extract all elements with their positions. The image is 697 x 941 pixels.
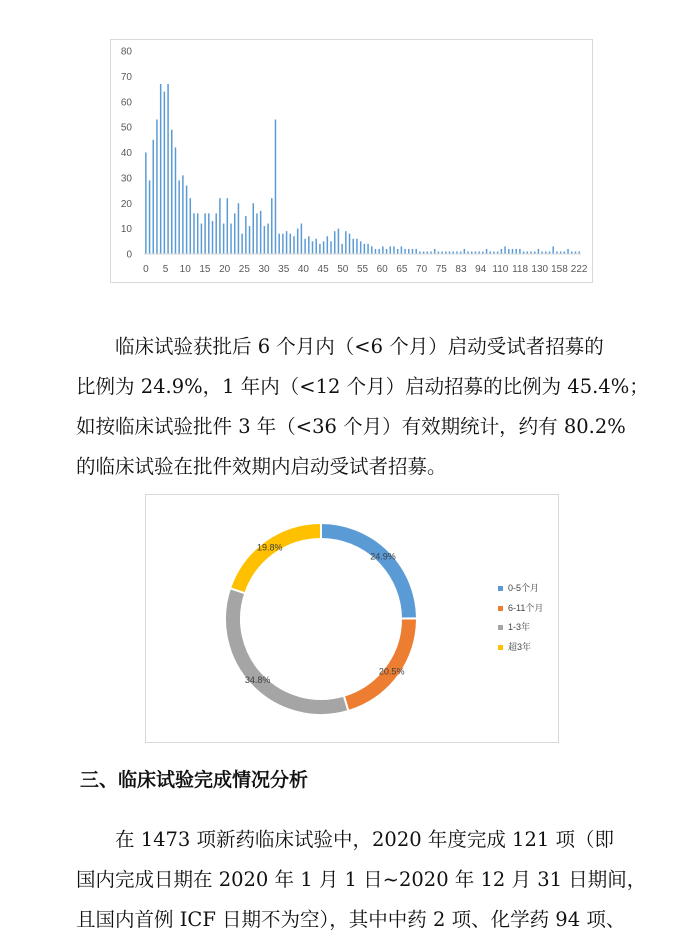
bar bbox=[349, 234, 351, 254]
bar bbox=[275, 120, 277, 254]
bar bbox=[223, 224, 225, 254]
bar bbox=[308, 236, 310, 254]
bar bbox=[253, 203, 255, 254]
bar bbox=[464, 249, 466, 254]
bar bbox=[401, 246, 403, 254]
bar bbox=[360, 241, 362, 254]
text-line: 国内完成日期在 2020 年 1 月 1 日~2020 年 12 月 31 日期间， bbox=[76, 868, 647, 891]
bar bbox=[393, 246, 395, 254]
bar bbox=[519, 249, 521, 254]
bar bbox=[341, 244, 343, 254]
bar bbox=[290, 234, 292, 254]
bar bbox=[404, 249, 406, 254]
bar bbox=[434, 249, 436, 254]
x-tick-label: 10 bbox=[179, 264, 191, 275]
bar bbox=[538, 249, 540, 254]
y-tick-label: 80 bbox=[120, 46, 132, 58]
paragraph-recruitment bbox=[76, 327, 649, 487]
bar bbox=[208, 213, 210, 254]
bar bbox=[212, 221, 214, 254]
bar bbox=[345, 231, 347, 254]
x-tick-label: 5 bbox=[162, 264, 169, 275]
bar bbox=[178, 180, 180, 254]
bar bbox=[378, 249, 380, 254]
bar bbox=[319, 244, 321, 254]
bar bbox=[297, 229, 299, 254]
y-tick-label: 10 bbox=[120, 224, 132, 236]
bar-chart bbox=[111, 40, 592, 282]
doughnut-slice bbox=[321, 523, 417, 618]
bar bbox=[156, 120, 158, 254]
legend-label: 6-11个月 bbox=[508, 603, 544, 613]
x-tick-label: 118 bbox=[512, 264, 529, 275]
bar bbox=[327, 236, 329, 254]
bar bbox=[167, 84, 169, 254]
legend-swatch bbox=[498, 606, 503, 611]
x-tick-label: 20 bbox=[219, 264, 231, 275]
x-tick-label: 50 bbox=[337, 264, 349, 275]
bar bbox=[338, 229, 340, 254]
legend-item-1-3-years bbox=[498, 620, 530, 633]
bar bbox=[390, 246, 392, 254]
x-tick-label: 83 bbox=[455, 264, 467, 275]
bar bbox=[249, 226, 251, 254]
bar bbox=[149, 180, 151, 254]
x-tick-label: 0 bbox=[143, 264, 149, 275]
x-tick-label: 158 bbox=[551, 264, 568, 275]
bar bbox=[334, 231, 336, 254]
legend-item-over-3-years bbox=[498, 640, 531, 653]
legend-label: 超3年 bbox=[508, 642, 532, 652]
text-line: 比例为 24.9%，1 年内（<12 个月）启动招募的比例为 45.4%； bbox=[76, 375, 649, 398]
bar bbox=[227, 198, 229, 254]
bar bbox=[312, 241, 314, 254]
y-tick-label: 50 bbox=[120, 122, 132, 134]
x-tick-label: 222 bbox=[570, 264, 588, 275]
x-tick-label: 60 bbox=[376, 264, 388, 275]
x-tick-label: 94 bbox=[475, 264, 487, 275]
bar bbox=[160, 84, 162, 254]
bar bbox=[197, 213, 199, 254]
bar bbox=[267, 224, 269, 254]
legend-label: 1-3年 bbox=[508, 622, 531, 632]
bar bbox=[330, 241, 332, 254]
text-line: 如按临床试验批件 3 年（<36 个月）有效期统计，约有 80.2% bbox=[76, 415, 626, 438]
bar bbox=[415, 249, 417, 254]
bar bbox=[382, 246, 384, 254]
x-tick-label: 25 bbox=[238, 264, 250, 275]
paragraph-completion bbox=[76, 820, 647, 940]
bar bbox=[408, 249, 410, 254]
bar bbox=[356, 239, 358, 254]
legend-swatch bbox=[498, 586, 503, 591]
bar bbox=[193, 213, 195, 254]
bar bbox=[552, 246, 554, 254]
bar bbox=[186, 185, 188, 254]
bar bbox=[501, 249, 503, 254]
bar bbox=[204, 213, 206, 254]
x-tick-label: 75 bbox=[435, 264, 447, 275]
bar bbox=[364, 244, 366, 254]
bar bbox=[256, 213, 258, 254]
bar bbox=[286, 231, 288, 254]
x-tick-label: 15 bbox=[199, 264, 211, 275]
x-tick-label: 130 bbox=[531, 264, 549, 275]
x-tick-label: 65 bbox=[396, 264, 408, 275]
y-tick-label: 70 bbox=[120, 71, 132, 83]
bar bbox=[323, 241, 325, 254]
text-line: 的临床试验在批件效期内启动受试者招募。 bbox=[76, 455, 447, 478]
text-line: 在 1473 项新药临床试验中，2020 年度完成 121 项（即 bbox=[76, 828, 614, 851]
bar bbox=[175, 147, 177, 254]
bar bbox=[352, 239, 354, 254]
y-tick-label: 30 bbox=[120, 173, 132, 185]
bar bbox=[234, 213, 236, 254]
bar bbox=[190, 198, 192, 254]
bar bbox=[153, 140, 155, 254]
bar bbox=[304, 239, 306, 254]
bar bbox=[315, 239, 317, 254]
bar bbox=[260, 211, 262, 254]
doughnut-chart bbox=[146, 495, 558, 742]
bar bbox=[201, 224, 203, 254]
bar bbox=[397, 249, 399, 254]
bar bbox=[171, 130, 173, 254]
y-tick-label: 40 bbox=[120, 148, 132, 159]
bar bbox=[271, 198, 273, 254]
bar bbox=[230, 224, 232, 254]
y-tick-label: 0 bbox=[126, 249, 132, 261]
doughnut-slice bbox=[230, 523, 321, 593]
x-tick-label: 35 bbox=[278, 264, 290, 275]
bar bbox=[567, 249, 569, 254]
bar bbox=[367, 244, 369, 254]
x-tick-label: 55 bbox=[356, 264, 369, 275]
bar bbox=[219, 198, 221, 254]
slice-data-label: 24.9% bbox=[370, 551, 396, 562]
bar bbox=[386, 249, 388, 254]
x-tick-label: 70 bbox=[416, 264, 428, 275]
bar bbox=[278, 234, 280, 254]
bar bbox=[293, 236, 295, 254]
bar bbox=[508, 249, 510, 254]
bar bbox=[375, 249, 377, 254]
legend-item-6-11-months bbox=[498, 601, 543, 614]
bar bbox=[486, 249, 488, 254]
bar bbox=[512, 249, 514, 254]
x-tick-label: 45 bbox=[317, 264, 329, 275]
bar bbox=[238, 203, 240, 254]
x-tick-label: 30 bbox=[258, 264, 270, 275]
bar bbox=[164, 92, 166, 254]
text-line: 临床试验获批后 6 个月内（<6 个月）启动受试者招募的 bbox=[76, 335, 604, 358]
legend-label: 0-5个月 bbox=[508, 583, 540, 593]
slice-data-label: 19.8% bbox=[256, 542, 283, 553]
x-tick-label: 110 bbox=[492, 264, 509, 275]
doughnut-slice bbox=[225, 588, 348, 715]
bar bbox=[504, 246, 506, 254]
bar bbox=[515, 249, 517, 254]
legend-swatch bbox=[498, 625, 503, 630]
legend-swatch bbox=[498, 645, 503, 650]
bar bbox=[264, 226, 266, 254]
bar bbox=[215, 213, 217, 254]
bar bbox=[412, 249, 414, 254]
y-tick-label: 20 bbox=[120, 198, 132, 210]
doughnut-chart-frame bbox=[145, 494, 559, 743]
legend-item-0-5-months bbox=[498, 581, 539, 594]
slice-data-label: 34.8% bbox=[244, 675, 271, 686]
bar bbox=[241, 234, 243, 254]
bar-chart-frame bbox=[110, 39, 593, 283]
bar bbox=[301, 224, 303, 254]
y-tick-label: 60 bbox=[120, 97, 132, 109]
x-tick-label: 40 bbox=[297, 264, 309, 275]
slice-data-label: 20.5% bbox=[378, 666, 405, 677]
doughnut-slice bbox=[344, 618, 417, 711]
bar bbox=[145, 153, 147, 255]
bar bbox=[182, 175, 184, 254]
section-heading: 三、临床试验完成情况分析 bbox=[80, 769, 309, 791]
bar bbox=[245, 216, 247, 254]
bar bbox=[371, 246, 373, 254]
text-line: 且国内首例 ICF 日期不为空），其中中药 2 项、化学药 94 项、 bbox=[76, 908, 626, 931]
bar bbox=[282, 234, 284, 254]
